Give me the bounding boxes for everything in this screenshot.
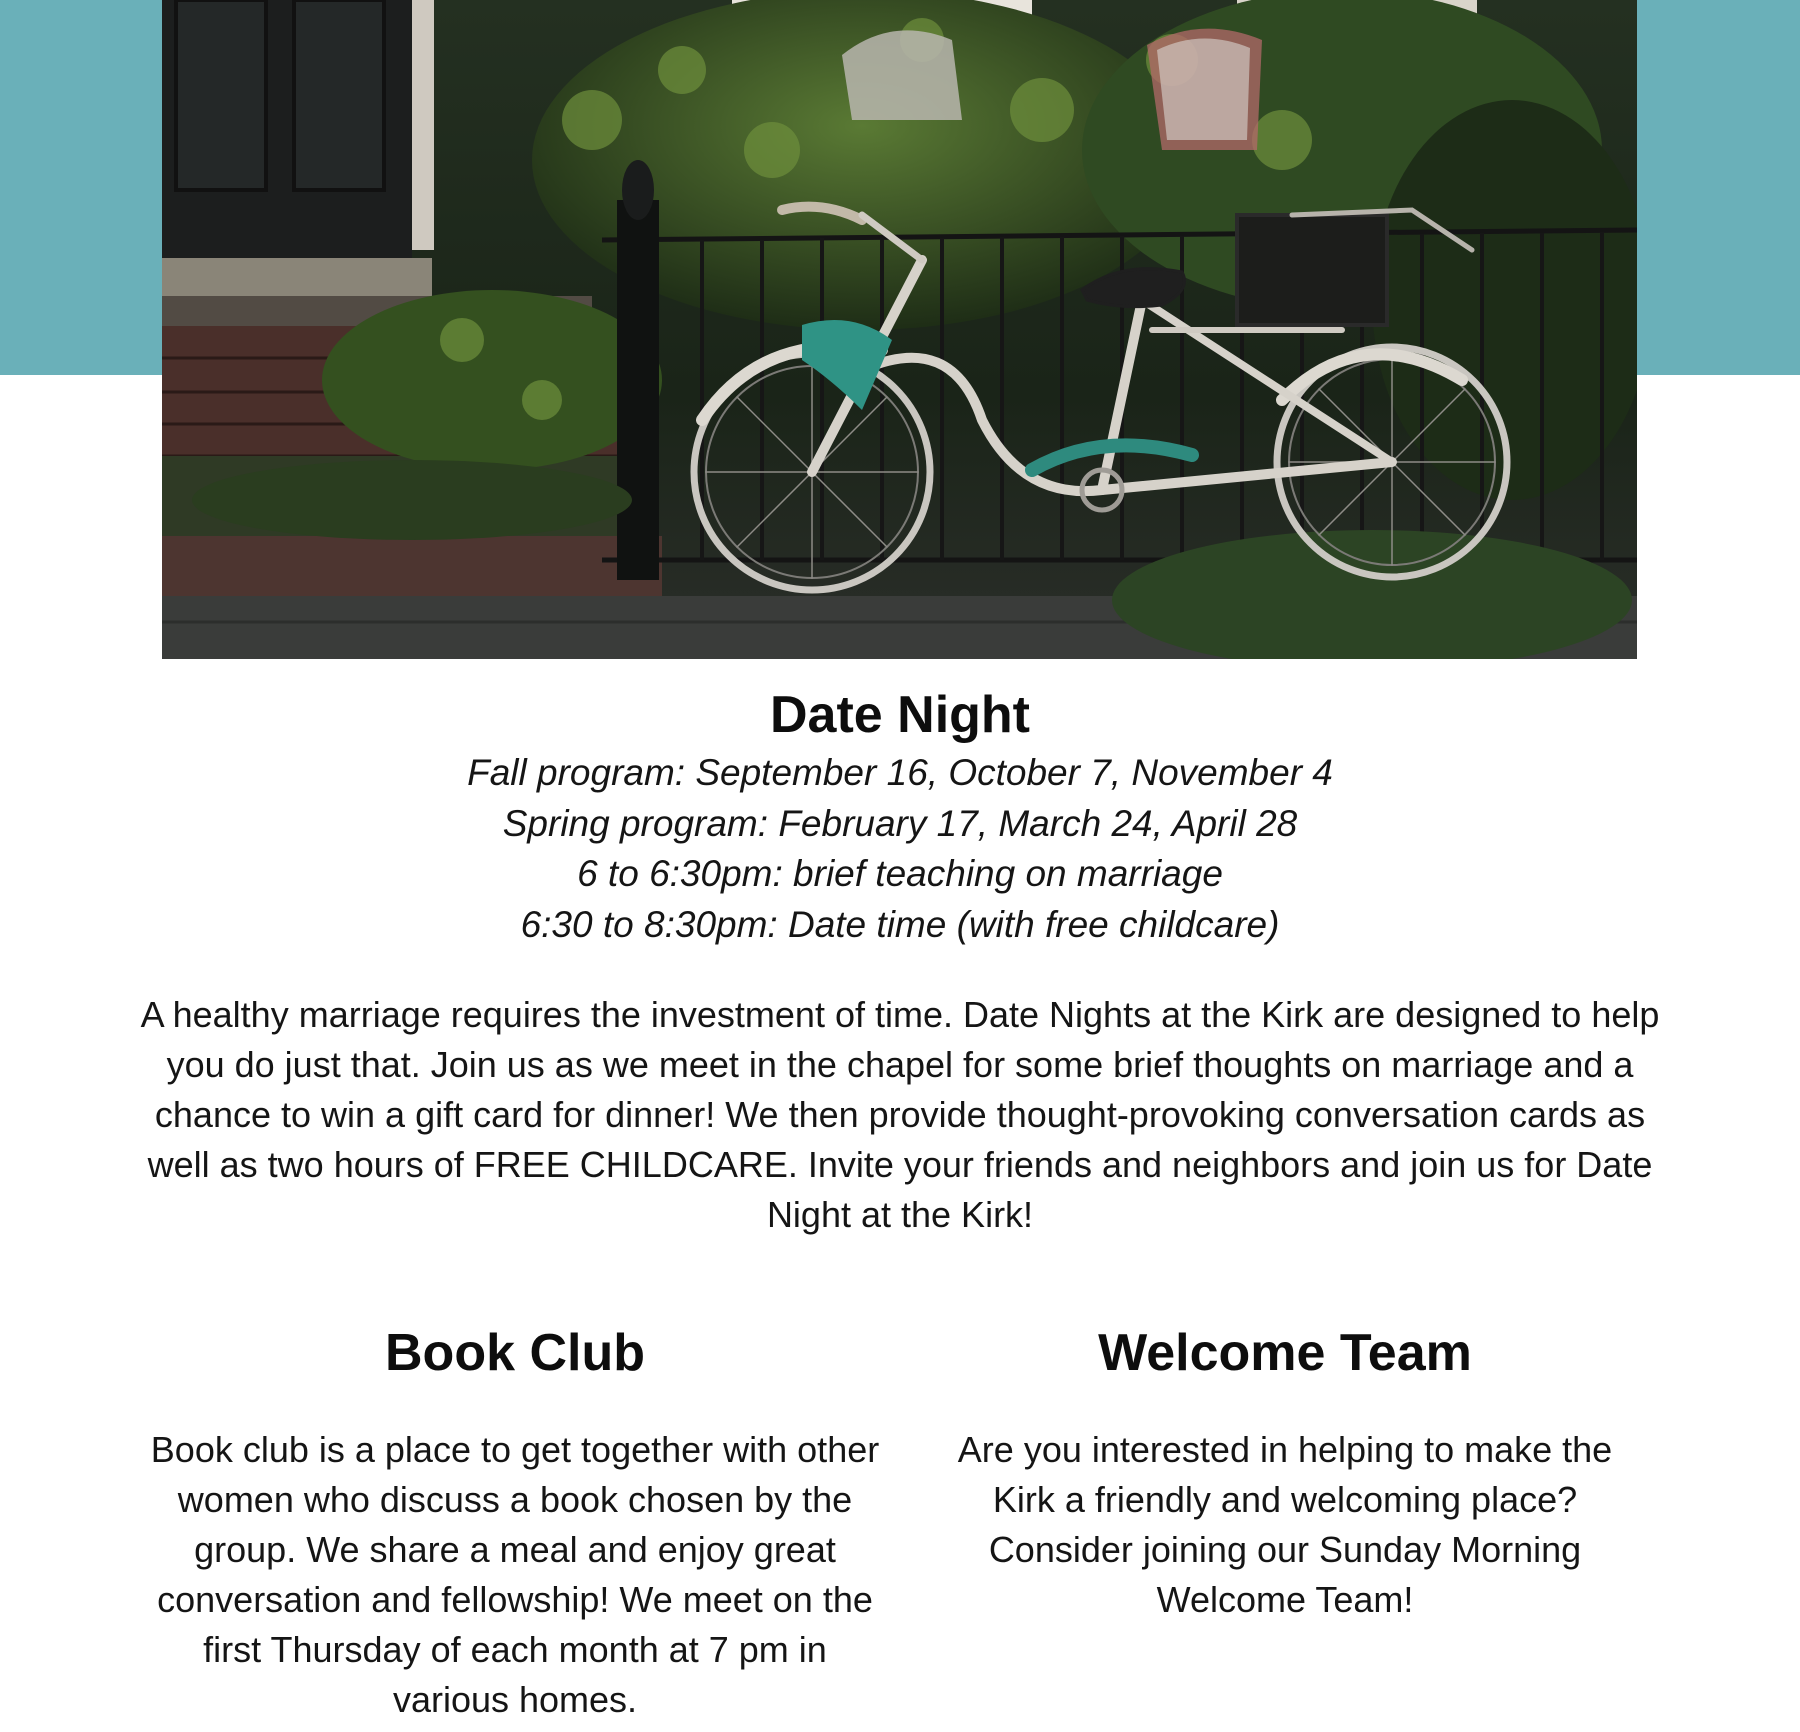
book-club-description: Book club is a place to get together with other women who discuss a book chosen by the group. We share a meal and enjoy great conversation and fellowship! We meet on the first Thursday of each month at 7 pm in various homes. [150,1429,880,1720]
date-night-description: A healthy marriage requires the investment of time. Date Nights at the Kirk are designed to help you do just that. Join us as we meet in the chapel for some brief thoughts on marriage and a chance to win a gift card for dinner! We then provide thought-provoking conversation cards as well as two hours of FREE CHILDCARE. Invite your friends and neighbors and join us for Date Night at the Kirk! [140,994,1660,1235]
schedule-line-teaching: 6 to 6:30pm: brief teaching on marriage [577,853,1223,894]
bicycle-photo [162,0,1637,659]
schedule-line-fall: Fall program: September 16, October 7, November 4 [467,752,1333,793]
book-club-title: Book Club [385,1324,645,1382]
schedule-line-date-time: 6:30 to 8:30pm: Date time (with free childcare) [520,903,1280,945]
date-night-title: Date Night [770,686,1030,744]
schedule-line-spring: Spring program: February 17, March 24, April 28 [502,802,1298,844]
date-night-schedule [0,748,1800,950]
welcome-team-title: Welcome Team [1098,1324,1472,1382]
welcome-team-description: Are you interested in helping to make the Kirk a friendly and welcoming place? Consider joining our Sunday Morning Welcome Team! [957,1429,1613,1620]
